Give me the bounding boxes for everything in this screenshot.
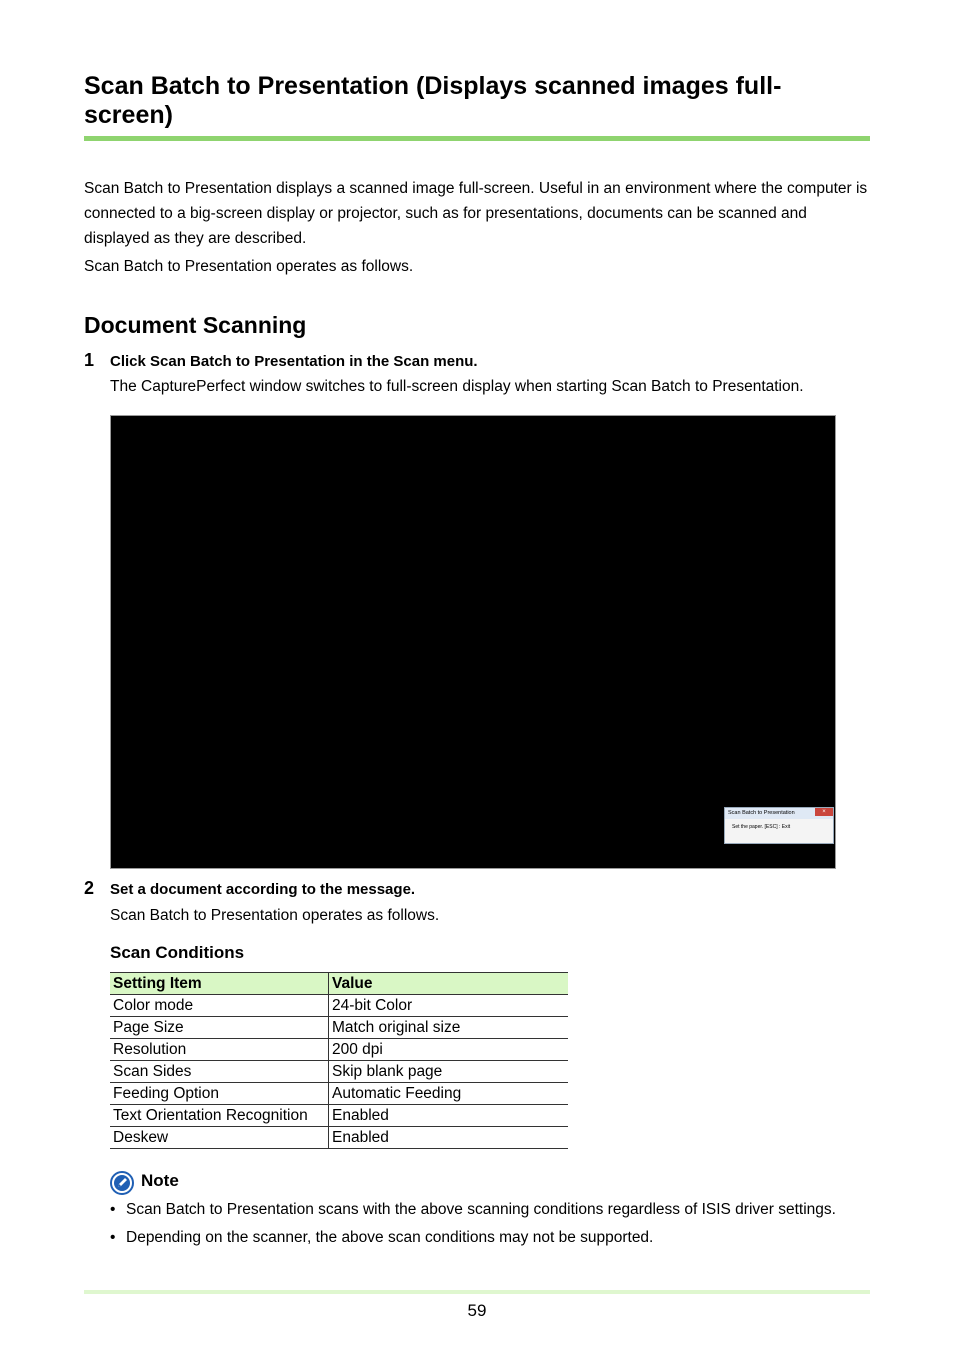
intro-operates-text: Scan Batch to Presentation operates as follows. [84, 258, 414, 275]
note-pencil-icon [110, 1171, 134, 1195]
column-header-value: Value [329, 973, 569, 995]
table-row [110, 1127, 568, 1149]
value-cell: Enabled [329, 1105, 569, 1127]
page-number: 59 [467, 1301, 487, 1320]
section-title: Document Scanning [84, 312, 307, 338]
table-row [110, 1061, 568, 1083]
step-desc-1: The CapturePerfect window switches to full-screen display when starting Scan Batch to Presentation. [110, 378, 804, 395]
fullscreen-screenshot [110, 415, 836, 869]
table-row [110, 1105, 568, 1127]
table-row [110, 1017, 568, 1039]
table-header-row [110, 973, 568, 995]
value-cell: Enabled [329, 1127, 569, 1149]
heading-rule [84, 136, 870, 141]
bullet-marker: • [110, 1201, 116, 1218]
dialog-title: Scan Batch to Presentation [728, 810, 795, 816]
value-cell: Automatic Feeding [329, 1083, 569, 1105]
note-item [110, 1201, 836, 1219]
scan-conditions-table [110, 972, 568, 1149]
setting-cell: Feeding Option [110, 1083, 329, 1105]
value-cell: Match original size [329, 1017, 569, 1039]
value-cell: Skip blank page [329, 1061, 569, 1083]
setting-cell: Color mode [110, 995, 329, 1017]
step-number-1: 1 [84, 350, 95, 370]
bullet-marker: • [110, 1229, 116, 1246]
step-title-1: Click Scan Batch to Presentation in the Scan menu. [110, 353, 478, 370]
intro-paragraph: Scan Batch to Presentation displays a scanned image full-screen. Useful in an environment where the computer is connected to a big-screen display or projector, such as for presentations, documents can be scanned and displayed as they are described. [84, 180, 868, 247]
scan-conditions-title: Scan Conditions [110, 943, 245, 962]
table-row [110, 995, 568, 1017]
page-heading: Scan Batch to Presentation (Displays scanned images full-screen) [84, 72, 782, 129]
step-number-2: 2 [84, 878, 95, 898]
step-title-2: Set a document according to the message. [110, 881, 416, 898]
table-row [110, 1083, 568, 1105]
setting-cell: Text Orientation Recognition [110, 1105, 329, 1127]
setting-cell: Page Size [110, 1017, 329, 1039]
value-cell: 200 dpi [329, 1039, 569, 1061]
close-icon[interactable]: × [815, 808, 833, 816]
footer-rule [84, 1290, 870, 1294]
table-row [110, 1039, 568, 1061]
note-item-text: Depending on the scanner, the above scan conditions may not be supported. [126, 1229, 654, 1246]
column-header-setting: Setting Item [110, 973, 329, 995]
dialog-titlebar [725, 808, 833, 819]
note-label: Note [141, 1171, 179, 1190]
setting-cell: Deskew [110, 1127, 329, 1149]
setting-cell: Scan Sides [110, 1061, 329, 1083]
step-desc-2: Scan Batch to Presentation operates as follows. [110, 907, 440, 924]
scan-batch-dialog [724, 807, 834, 844]
setting-cell: Resolution [110, 1039, 329, 1061]
dialog-message: Set the paper. [ESC] : Exit [732, 824, 791, 830]
note-item [110, 1229, 653, 1247]
note-item-text: Scan Batch to Presentation scans with the above scanning conditions regardless of ISIS driver settings. [126, 1201, 836, 1218]
value-cell: 24-bit Color [329, 995, 569, 1017]
